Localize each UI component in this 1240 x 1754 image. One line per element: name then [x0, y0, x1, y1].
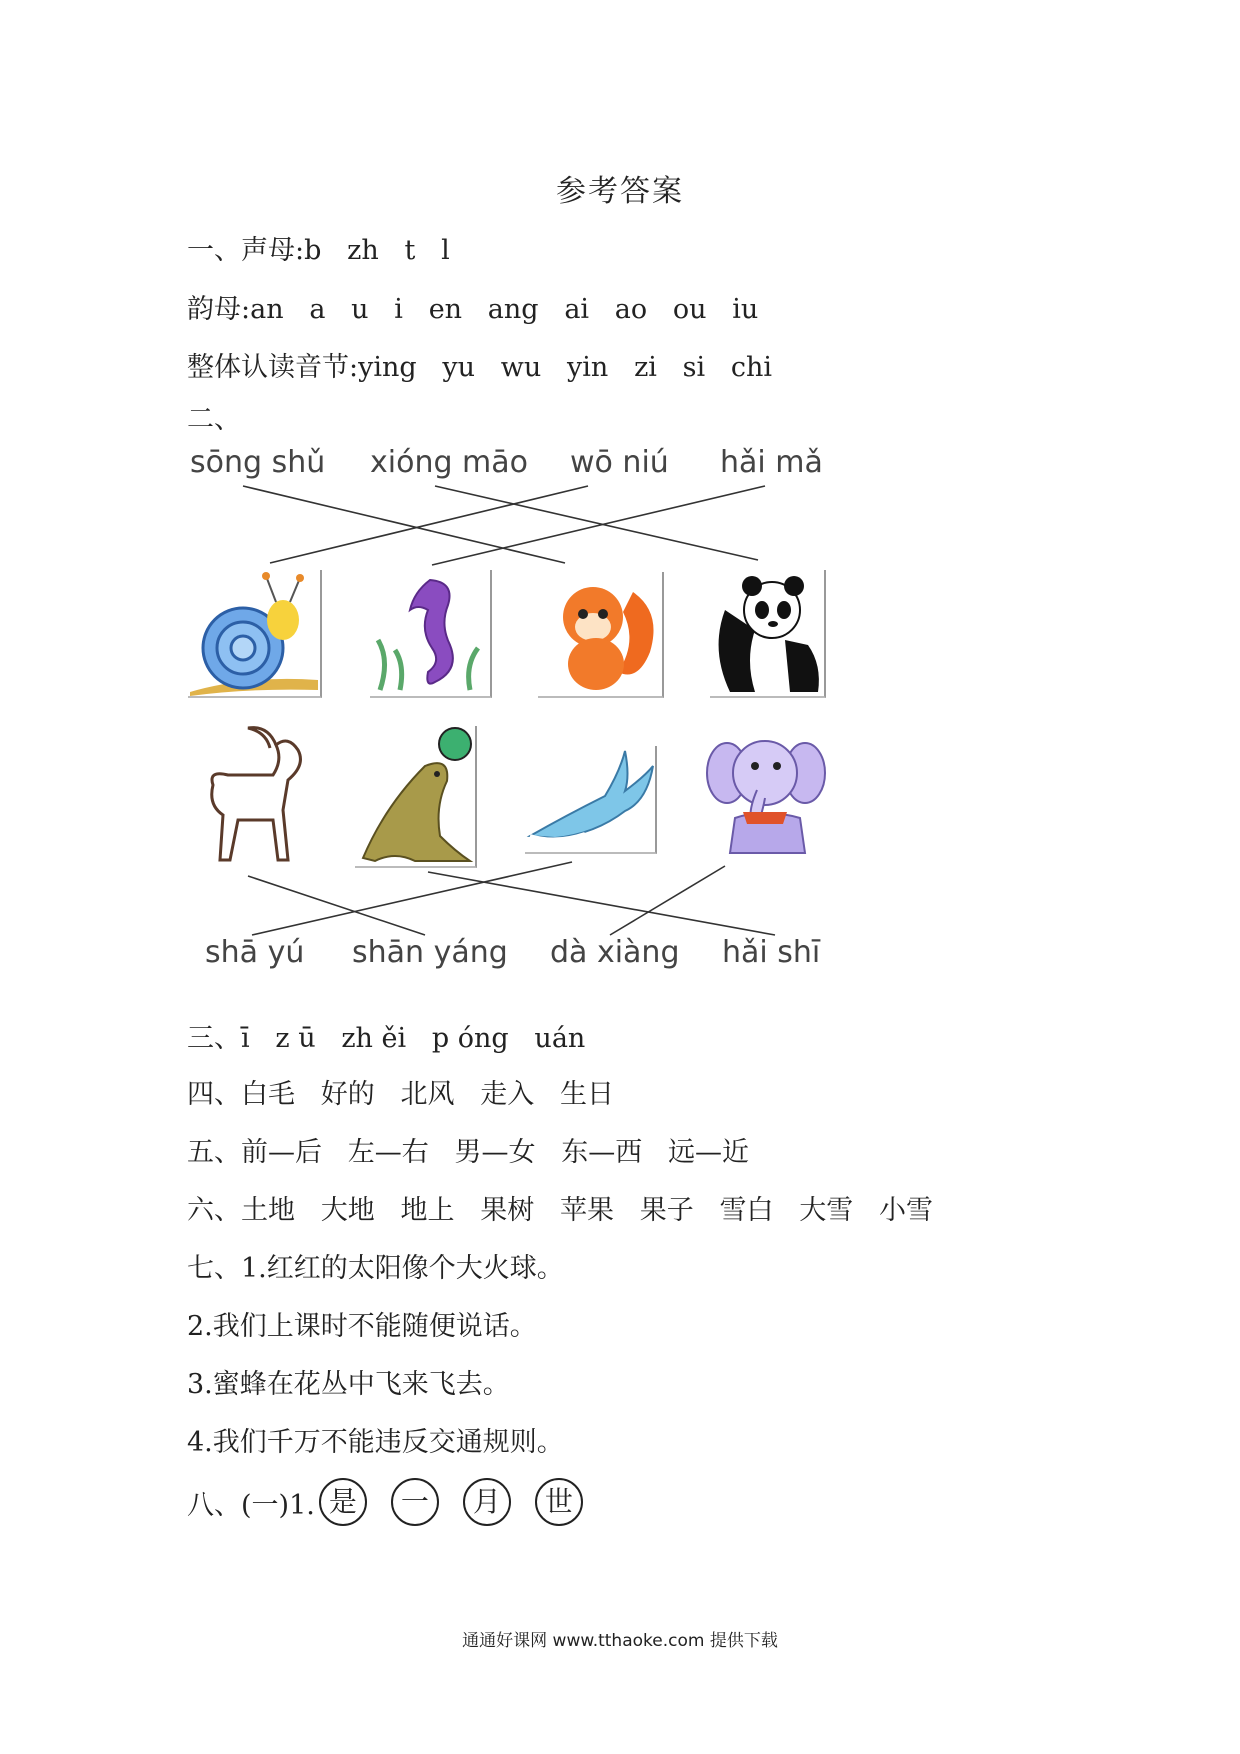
snail-icon: [188, 570, 320, 696]
pinyin-shayu: shā yú: [205, 935, 305, 970]
answer-7-sentence-2: 2.我们上课时不能随便说话。: [187, 1311, 537, 1342]
squirrel-image: [538, 572, 664, 698]
elephant-image: [705, 728, 829, 860]
pinyin-songshu: sōng shǔ: [190, 445, 326, 480]
match-line-xiongmao-panda: [435, 486, 758, 560]
answer-5: 五、前—后 左—右 男—女 东—西 远—近: [187, 1137, 749, 1168]
match-line-goat-shanyang: [248, 876, 425, 935]
match-line-songshu-squirrel: [243, 486, 565, 563]
match-line-elephant-daxiang: [610, 866, 725, 935]
panda-image: [710, 570, 826, 698]
circled-char: 是: [319, 1478, 367, 1526]
answer-7-sentence-4: 4.我们千万不能违反交通规则。: [187, 1427, 564, 1458]
answer-8-prefix: 八、(一)1.: [187, 1489, 315, 1521]
answer-2-label: 二、: [187, 404, 241, 435]
circled-char: 世: [535, 1478, 583, 1526]
seahorse-icon: [370, 570, 490, 696]
goat-image: [188, 720, 314, 870]
match-line-shark-shayu: [252, 862, 572, 935]
shark-icon: [525, 746, 655, 852]
circled-char: 一: [391, 1478, 439, 1526]
match-line-woniu-snail: [270, 486, 588, 563]
answer-3: 三、ī z ū zh ěi p óng uán: [187, 1023, 586, 1054]
pinyin-haishi: hǎi shī: [722, 935, 821, 970]
answer-1-initials: 一、声母:b zh t l: [187, 235, 450, 266]
goat-icon: [188, 720, 314, 870]
elephant-icon: [705, 728, 829, 860]
match-line-haima-seahorse: [432, 486, 765, 565]
snail-image: [188, 570, 322, 698]
answer-7-sentence-1: 七、1.红红的太阳像个大火球。: [187, 1253, 564, 1284]
shark-image: [525, 746, 657, 854]
pinyin-woniu: wō niú: [570, 445, 669, 480]
pinyin-haima: hǎi mǎ: [720, 445, 823, 480]
answer-7-sentence-3: 3.蜜蜂在花丛中飞来飞去。: [187, 1369, 510, 1400]
answer-6: 六、土地 大地 地上 果树 苹果 果子 雪白 大雪 小雪: [187, 1195, 933, 1226]
answer-1-syllables: 整体认读音节:ying yu wu yin zi si chi: [187, 352, 773, 383]
panda-icon: [710, 570, 824, 696]
squirrel-icon: [538, 572, 662, 696]
answer-1-finals: 韵母:an a u i en ang ai ao ou iu: [187, 294, 759, 325]
footer: 通通好课网 www.tthaoke.com 提供下载: [462, 1631, 778, 1651]
sea-lion-image: [355, 726, 477, 868]
pinyin-shanyang: shān yáng: [352, 935, 508, 970]
pinyin-xiongmao: xióng māo: [370, 445, 528, 480]
seahorse-image: [370, 570, 492, 698]
sea-lion-icon: [355, 726, 475, 866]
circled-char: 月: [463, 1478, 511, 1526]
pinyin-daxiang: dà xiàng: [550, 935, 680, 970]
match-line-sealion-haishi: [428, 872, 775, 935]
answer-4: 四、白毛 好的 北风 走入 生日: [187, 1079, 614, 1110]
page-title: 参考答案: [556, 174, 684, 209]
answer-8: [187, 1478, 607, 1526]
